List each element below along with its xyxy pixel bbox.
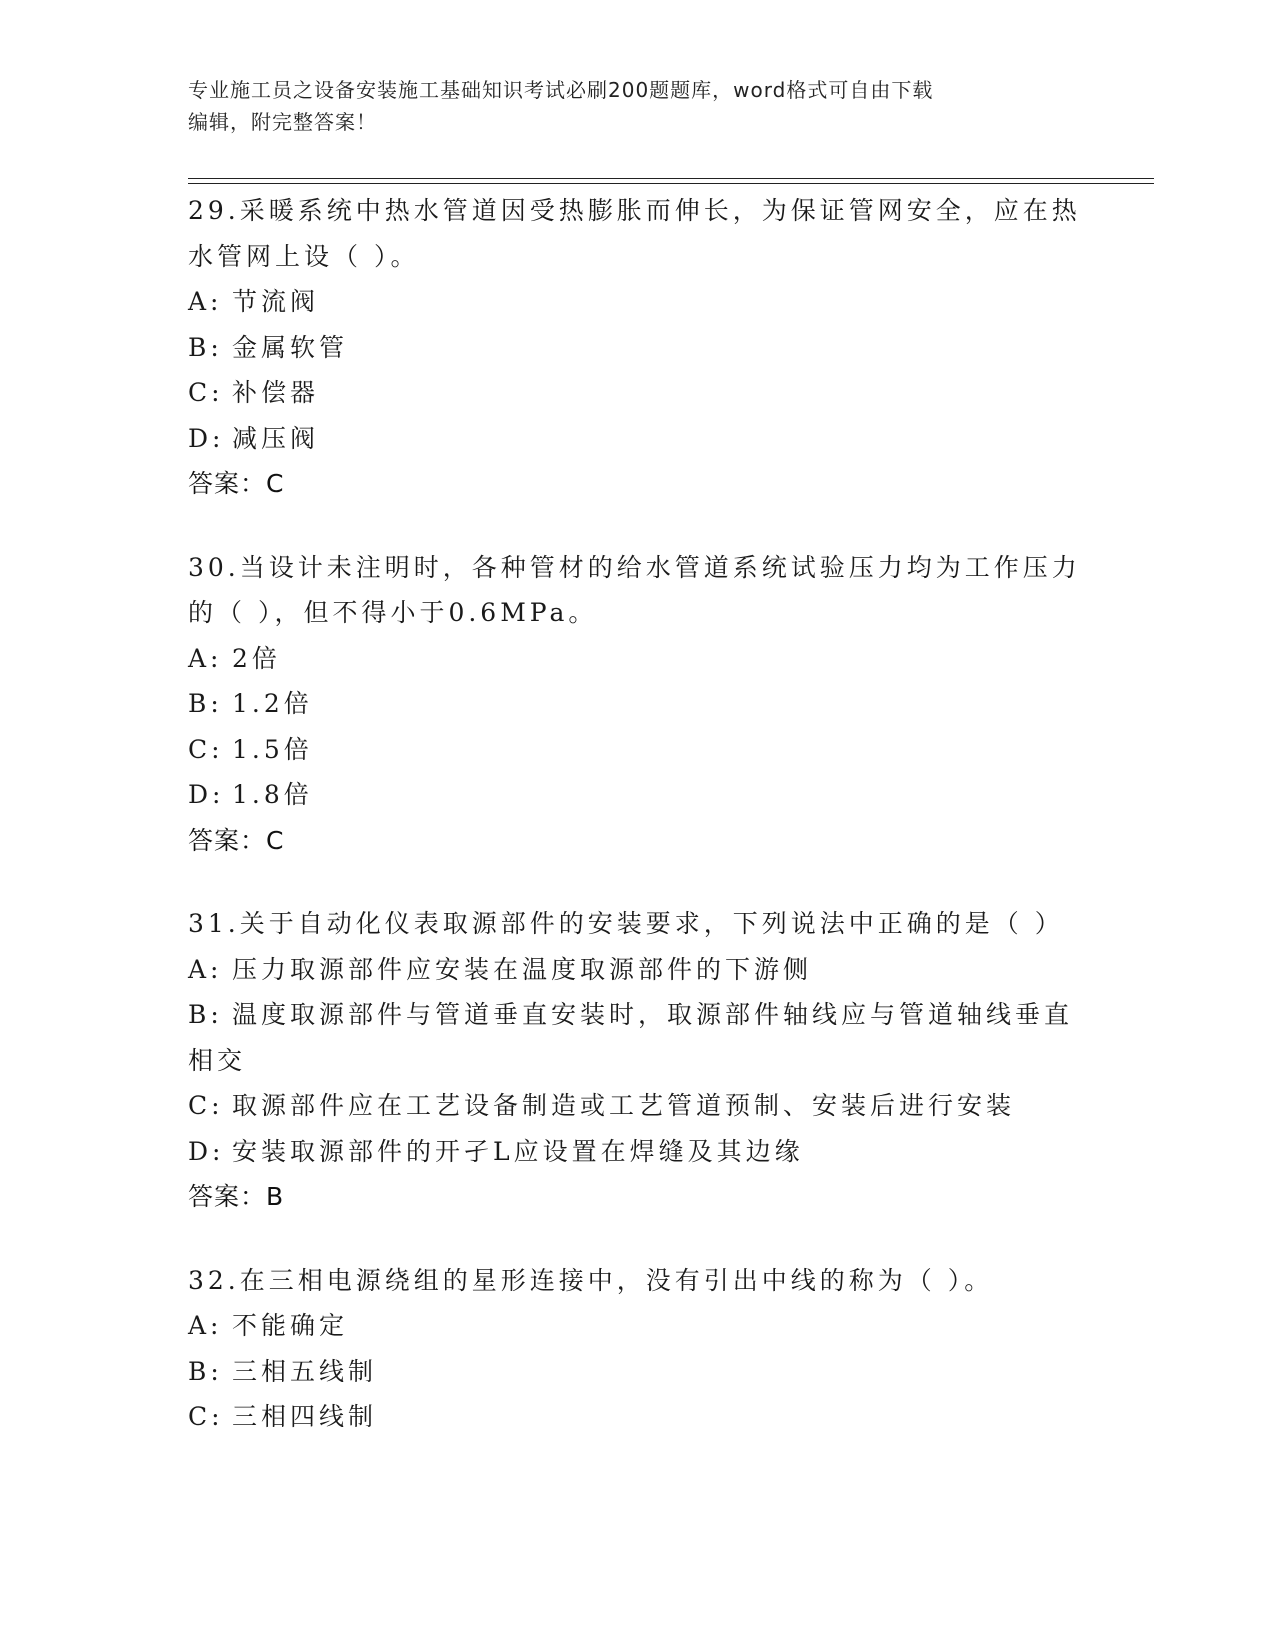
- option-key: C:: [188, 1402, 224, 1431]
- option-text: 减压阀: [232, 423, 320, 453]
- option-d: [188, 416, 1088, 462]
- option-key: C:: [188, 378, 224, 407]
- option-text: 三相四线制: [232, 1402, 378, 1431]
- question-stem: 水管网上设（ ）。: [188, 241, 420, 271]
- option-text: 补偿器: [232, 378, 320, 407]
- option-key: D:: [188, 1136, 225, 1166]
- option-key: D:: [188, 423, 225, 453]
- document-header: [188, 74, 1068, 138]
- header-divider-top: [188, 178, 1154, 179]
- question-stem: 29.采暖系统中热水管道因受热膨胀而伸长，为保证管网安全，应在热: [188, 196, 1081, 225]
- answer-label: 答案：C: [188, 469, 285, 498]
- option-a: [188, 279, 1088, 325]
- question-stem: 的（ ），但不得小于0.6MPa。: [188, 598, 598, 627]
- option-text: 不能确定: [232, 1311, 349, 1340]
- option-text: 安装取源部件的开孑L应设置在焊缝及其边缘: [232, 1136, 804, 1166]
- header-title-line-1: 专业施工员之设备安装施工基础知识考试必刷200题题库，word格式可自由下载: [188, 78, 934, 102]
- option-a: [188, 636, 1088, 682]
- option-b: [188, 1349, 1088, 1395]
- question-list: [188, 188, 1088, 1478]
- option-key: A:: [188, 1311, 223, 1340]
- option-key: C:: [188, 734, 224, 764]
- option-key: B:: [188, 1000, 223, 1029]
- option-a: [188, 947, 1088, 993]
- option-key: C:: [188, 1091, 224, 1120]
- option-c: [188, 1394, 1088, 1440]
- option-key: D:: [188, 780, 225, 809]
- header-divider-bottom: [188, 183, 1154, 184]
- option-text: 2倍: [232, 643, 281, 673]
- answer-label: 答案：B: [188, 1182, 285, 1211]
- question-29: [188, 188, 1088, 507]
- question-32: [188, 1258, 1088, 1440]
- option-text: 三相五线制: [232, 1356, 378, 1386]
- option-key: B:: [188, 1356, 223, 1386]
- option-b: [188, 992, 1088, 1038]
- option-c: [188, 1083, 1088, 1129]
- option-d: [188, 772, 1088, 818]
- option-text: 1.8倍: [232, 780, 313, 809]
- question-stem: 30.当设计未注明时，各种管材的给水管道系统试验压力均为工作压力: [188, 552, 1081, 582]
- option-a: [188, 1303, 1088, 1349]
- option-text: 取源部件应在工艺设备制造或工艺管道预制、安装后进行安装: [232, 1091, 1016, 1120]
- option-b: [188, 681, 1088, 727]
- option-text: 1.5倍: [232, 734, 313, 764]
- option-text: 压力取源部件应安装在温度取源部件的下游侧: [232, 954, 813, 984]
- option-text: 温度取源部件与管道垂直安装时，取源部件轴线应与管道轴线垂直: [232, 1000, 1074, 1029]
- option-b-continuation: 相交: [188, 1045, 247, 1075]
- option-key: B:: [188, 689, 223, 718]
- question-stem: 31.关于自动化仪表取源部件的安装要求，下列说法中正确的是（ ）: [188, 909, 1064, 938]
- question-30: [188, 545, 1088, 864]
- option-c: [188, 370, 1088, 416]
- option-c: [188, 727, 1088, 773]
- option-key: A:: [188, 287, 223, 316]
- header-title-line-2: 编辑，附完整答案！: [188, 110, 377, 134]
- question-stem: 32.在三相电源绕组的星形连接中，没有引出中线的称为（ ）。: [188, 1265, 994, 1295]
- option-b: [188, 325, 1088, 371]
- option-text: 节流阀: [232, 287, 320, 316]
- answer-label: 答案：C: [188, 825, 285, 855]
- option-text: 1.2倍: [232, 689, 313, 718]
- option-key: B:: [188, 332, 223, 362]
- option-d: [188, 1129, 1088, 1175]
- option-text: 金属软管: [232, 332, 349, 362]
- option-key: A:: [188, 643, 223, 673]
- question-31: [188, 901, 1088, 1220]
- option-key: A:: [188, 954, 223, 984]
